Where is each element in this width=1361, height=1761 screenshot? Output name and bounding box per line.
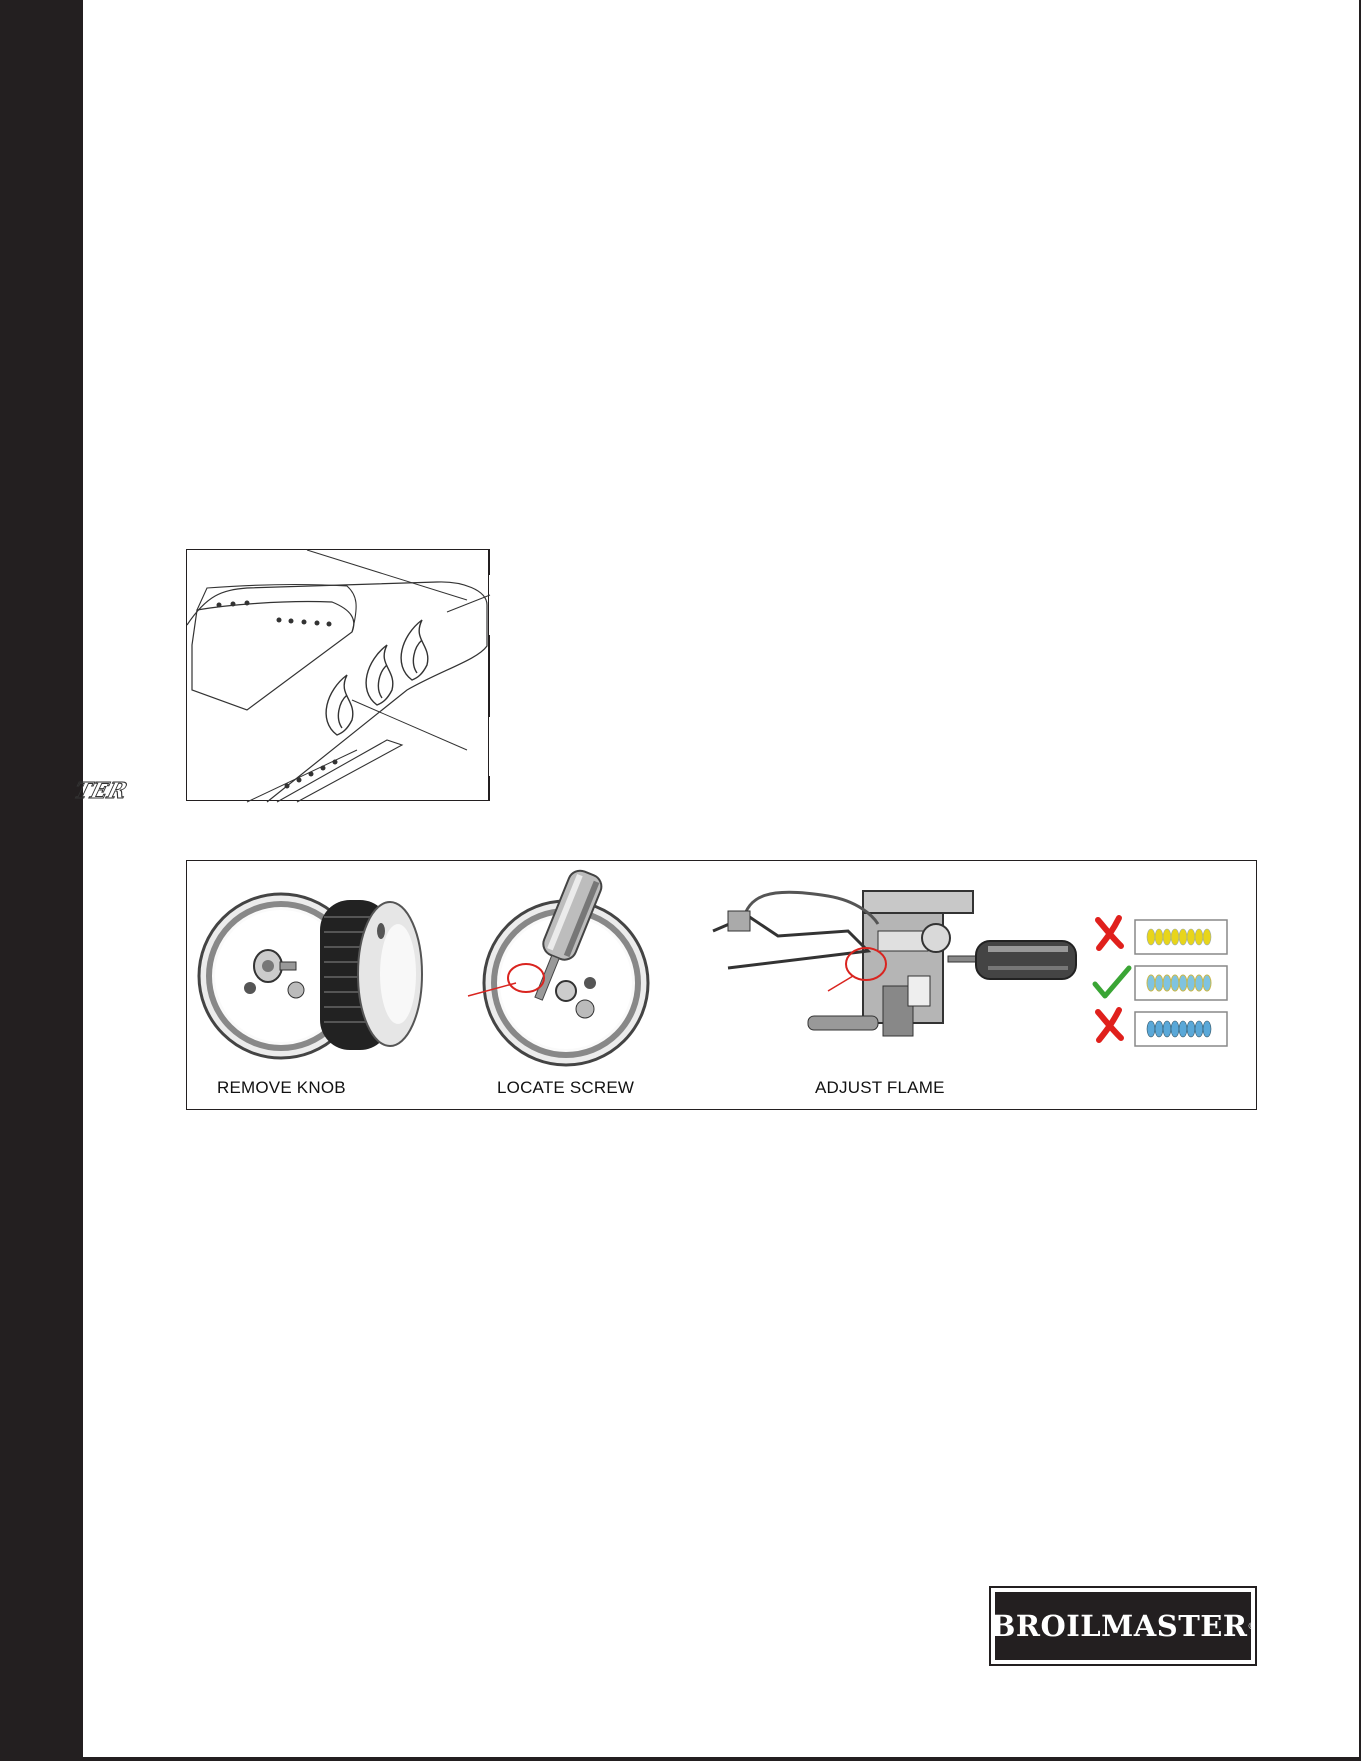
registered-mark: ® bbox=[1248, 1621, 1256, 1631]
logo-plate bbox=[990, 1592, 1256, 1660]
burner-flame-figure bbox=[68, 549, 489, 804]
logo-wordmark: BROILMASTER bbox=[990, 1609, 1248, 1643]
step-label-locate-screw: LOCATE SCREW bbox=[497, 1078, 635, 1097]
adjust-flame-illustration bbox=[708, 876, 1088, 1066]
step-label-remove-knob: REMOVE KNOB bbox=[217, 1078, 346, 1097]
burner-embossed-text: TER bbox=[68, 778, 133, 804]
left-margin-bar bbox=[0, 0, 83, 1761]
check-icon bbox=[1095, 968, 1129, 996]
leader-tick bbox=[488, 635, 490, 717]
remove-knob-illustration bbox=[198, 886, 433, 1066]
x-icon bbox=[1098, 918, 1121, 948]
step-label-adjust-flame: ADJUST FLAME bbox=[815, 1078, 945, 1097]
bottom-edge-rule bbox=[83, 1757, 1361, 1761]
leader-tick bbox=[488, 776, 490, 801]
x-icon bbox=[1098, 1010, 1121, 1040]
locate-screw-illustration bbox=[468, 873, 658, 1068]
leader-tick bbox=[488, 549, 490, 575]
broilmaster-logo bbox=[989, 1586, 1257, 1666]
flame-check-chart bbox=[1093, 908, 1233, 1058]
